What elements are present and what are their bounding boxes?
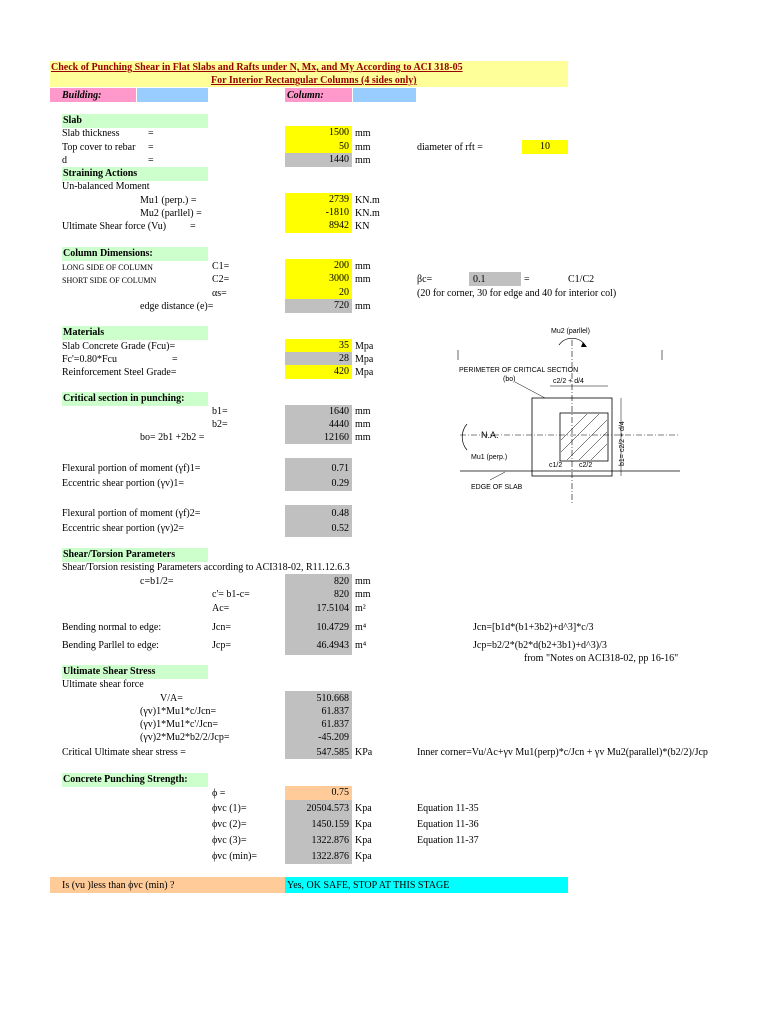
v2-unit: Kpa (355, 819, 372, 830)
crit-unit: KPa (355, 747, 373, 758)
d-value: 1440 (285, 153, 352, 167)
v3-value: 1322.876 (311, 835, 349, 846)
diagram-m-perp: Mu1 (perp.) (471, 454, 508, 461)
ecc1-value: 0.29 (331, 478, 349, 489)
mu2-unit: KN.m (355, 208, 380, 219)
sheet-subtitle: For Interior Rectangular Columns (4 sides only) (211, 75, 417, 86)
c2-value[interactable]: 3000 (285, 272, 352, 286)
inner-corner-note: Inner corner=Vu/Ac+γv Mu1(perp)*c/Jcn + γv Mu2(parallel)*(b2/2)/Jcp (417, 747, 708, 758)
fc-unit: Mpa (355, 354, 374, 365)
jcn-unit: m⁴ (355, 622, 367, 633)
section-heading-materials: Materials (63, 327, 105, 338)
bc-eq: = (524, 274, 530, 285)
slab-thickness-value[interactable]: 1500 (285, 126, 352, 140)
edge-label: edge distance (e)= (140, 301, 214, 312)
b2-value: 4440 (329, 419, 349, 430)
critical-section-diagram (455, 320, 685, 505)
jcp-formula: Jcp=b2/2*(b2*d(b2+3b1)+d^3)/3 (473, 640, 607, 651)
column-label: Column: (287, 90, 324, 101)
b2-unit: mm (355, 419, 371, 430)
ecc2-value: 0.52 (331, 523, 349, 534)
c2-unit: mm (355, 274, 371, 285)
d-label: d (62, 155, 67, 166)
v2-eq: Equation 11-36 (417, 819, 479, 830)
mu1-arc (462, 424, 467, 450)
t1-label: (γv)1*Mu1*c/Jcn= (140, 706, 217, 717)
diagram-b1-dim: b1= c2/2 + d/4 (619, 421, 626, 466)
fcu-value[interactable]: 35 (285, 339, 352, 353)
cover-unit: mm (355, 142, 371, 153)
fcu-unit: Mpa (355, 341, 374, 352)
diagram-perimeter: PERIMETER OF CRITICAL SECTION (459, 367, 579, 374)
fc-eq: = (172, 354, 178, 365)
v1-unit: Kpa (355, 803, 372, 814)
section-heading-stress: Ultimate Shear Stress (63, 666, 156, 677)
vu-unit: KN (355, 221, 370, 232)
section-heading-torsion: Shear/Torsion Parameters (63, 549, 176, 560)
crit-label: Critical Ultimate shear stress = (62, 747, 186, 758)
c1-unit: mm (355, 261, 371, 272)
diagram-na: N.A. (481, 430, 499, 440)
fy-value[interactable]: 420 (285, 365, 352, 379)
c1-label: LONG SIDE OF COLUMN (62, 263, 153, 272)
vmin-unit: Kpa (355, 851, 372, 862)
jcp-desc: Bending Parllel to edge: (62, 640, 159, 651)
fcu-label: Slab Concrete Grade (Fcu)= (62, 341, 176, 352)
rft-label: diameter of rft = (417, 142, 483, 153)
ac-value: 17.5104 (316, 603, 349, 614)
jcn-value: 10.4729 (316, 622, 349, 633)
v2-value: 1450.159 (311, 819, 349, 830)
slab-thickness-eq: = (148, 128, 154, 139)
unbalanced-label: Un-balanced Moment (62, 181, 150, 192)
cover-label: Top cover to rebar (62, 142, 136, 153)
cp-label: c'= b1-c= (212, 589, 250, 600)
slab-thickness-unit: mm (355, 128, 371, 139)
fy-unit: Mpa (355, 367, 374, 378)
diagram-bo: (bo) (503, 376, 516, 383)
slab-thickness-label: Slab thickness (62, 128, 120, 139)
v1-value: 20504.573 (306, 803, 349, 814)
as-sym: αs= (212, 288, 227, 299)
b1-value: 1640 (329, 406, 349, 417)
torsion-desc: Shear/Torsion resisting Parameters according to ACI318-02, R11.12.6.3 (62, 562, 350, 573)
c2-label: SHORT SIDE OF COLUMN (62, 276, 157, 285)
sheet-title: Check of Punching Shear in Flat Slabs and Rafts under N, Mx, and My According to ACI 318-05 (51, 62, 463, 73)
vmin-value: 1322.876 (311, 851, 349, 862)
section-heading-critical: Critical section in punching: (63, 393, 185, 404)
b2-label: b2= (212, 419, 228, 430)
phi-label: ϕ = (212, 788, 226, 799)
diagram-c2-dim: c2/2 (579, 462, 593, 469)
d-eq: = (148, 155, 154, 166)
mu1-label: Mu1 (perp.) = (140, 195, 197, 206)
section-heading-straining: Straining Actions (63, 168, 138, 179)
diagram-edge: EDGE OF SLAB (471, 484, 523, 491)
column-input[interactable] (353, 88, 416, 102)
cover-value[interactable]: 50 (285, 140, 352, 154)
mu2-label: Mu2 (parllel) = (140, 208, 202, 219)
jcp-label: Jcp= (212, 640, 231, 651)
c1-value[interactable]: 200 (285, 259, 352, 273)
ecc1-label: Eccentric shear portion (γv)1= (62, 478, 184, 489)
b1-label: b1= (212, 406, 228, 417)
cp-unit: mm (355, 589, 371, 600)
bo-label: bo= 2b1 +2b2 = (140, 432, 205, 443)
t2-value: 61.837 (321, 719, 349, 730)
t2-label: (γv)1*Mu1*c'/Jcn= (140, 719, 218, 730)
vu-label: Ultimate Shear force (Vu) (62, 221, 167, 232)
column-hatch (561, 414, 607, 460)
t1-value: 61.837 (321, 706, 349, 717)
vmin-label: ϕvc (min)= (212, 851, 258, 862)
cp-value: 820 (334, 589, 349, 600)
jcn-label: Jcn= (212, 622, 231, 633)
result-question: Is (vu )less than ϕvc (min) ? (62, 880, 175, 891)
c-label: c=b1/2= (140, 576, 174, 587)
diagram-c1-dim: c1/2 (549, 462, 563, 469)
mu1-unit: KN.m (355, 195, 380, 206)
section-heading-slab: Slab (63, 115, 82, 126)
result-answer: Yes, OK SAFE, STOP AT THIS STAGE (287, 880, 450, 891)
flex1-label: Flexural portion of moment (γf)1= (62, 463, 201, 474)
fy-label: Reinforcement Steel Grade= (62, 367, 177, 378)
building-label: Building: (62, 90, 102, 101)
ac-unit: m² (355, 603, 366, 614)
jcp-value: 46.4943 (316, 640, 349, 651)
edge-value: 720 (285, 299, 352, 313)
va-value: 510.668 (316, 693, 349, 704)
fc-label: Fc'=0.80*Fcu (62, 354, 117, 365)
t3-value: -45.209 (318, 732, 349, 743)
c-value: 820 (334, 576, 349, 587)
c1-sym: C1= (212, 261, 230, 272)
bc-label: βc= (417, 274, 433, 285)
vu-eq: = (190, 221, 196, 232)
jcn-desc: Bending normal to edge: (62, 622, 162, 633)
column-rect (560, 413, 608, 461)
cover-eq: = (148, 142, 154, 153)
bc-value: 0.1 (473, 274, 486, 285)
jcp-unit: m⁴ (355, 640, 367, 651)
notes-reference: from "Notes on ACI318-02, pp 16-16" (524, 653, 679, 664)
diagram-m-parallel: Mu2 (parllel) (551, 328, 590, 335)
va-label: V/A= (160, 693, 183, 704)
ecc2-label: Eccentric shear portion (γv)2= (62, 523, 184, 534)
section-heading-strength: Concrete Punching Strength: (63, 774, 188, 785)
d-unit: mm (355, 155, 371, 166)
v1-label: ϕvc (1)= (212, 803, 247, 814)
v2-label: ϕvc (2)= (212, 819, 247, 830)
c2-sym: C2= (212, 274, 230, 285)
crit-value: 547.585 (316, 747, 349, 758)
edge-unit: mm (355, 301, 371, 312)
mu1-value[interactable]: 2739 (285, 193, 352, 207)
bo-value: 12160 (324, 432, 349, 443)
v3-unit: Kpa (355, 835, 372, 846)
section-heading-column: Column Dimensions: (63, 248, 153, 259)
t3-label: (γv)2*Mu2*b2/2/Jcp= (140, 732, 230, 743)
v3-eq: Equation 11-37 (417, 835, 479, 846)
ac-label: Ac= (212, 603, 230, 614)
phi-value[interactable]: 0.75 (285, 786, 352, 800)
section-header-bg (62, 114, 208, 128)
flex1-value: 0.71 (331, 463, 349, 474)
b1-unit: mm (355, 406, 371, 417)
jcn-formula: Jcn=[b1d*(b1+3b2)+d^3]*c/3 (473, 622, 594, 633)
v3-label: ϕvc (3)= (212, 835, 247, 846)
as-note: (20 for corner, 30 for edge and 40 for interior col) (417, 288, 617, 299)
diagram-c2-half: c2/2 + d/4 (553, 378, 584, 385)
v1-eq: Equation 11-35 (417, 803, 479, 814)
c-unit: mm (355, 576, 371, 587)
flex2-label: Flexural portion of moment (γf)2= (62, 508, 201, 519)
building-input[interactable] (137, 88, 208, 102)
mu2-value[interactable]: -1810 (285, 206, 352, 220)
rft-value[interactable]: 10 (522, 140, 568, 154)
fc-value: 28 (285, 352, 352, 366)
bo-unit: mm (355, 432, 371, 443)
bc-ratio: C1/C2 (568, 274, 595, 285)
vu-value[interactable]: 8942 (285, 219, 352, 233)
stress-sub: Ultimate shear force (62, 679, 144, 690)
as-value[interactable]: 20 (285, 286, 352, 300)
flex2-value: 0.48 (331, 508, 349, 519)
